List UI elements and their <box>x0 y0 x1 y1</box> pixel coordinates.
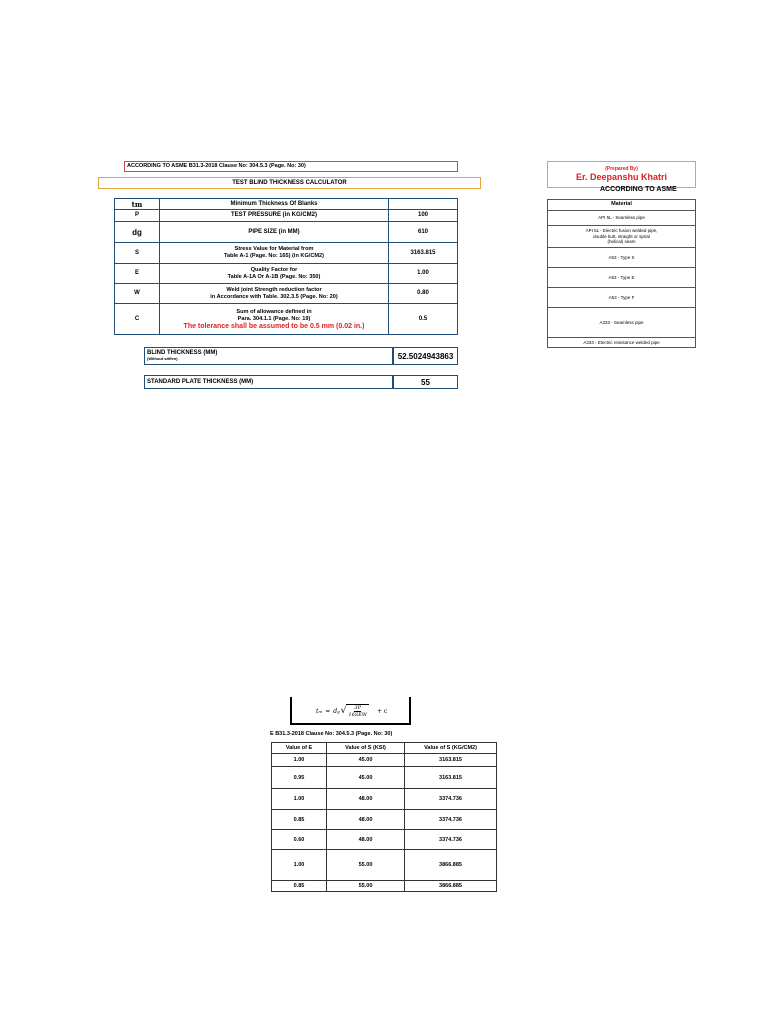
param-value[interactable]: 1.00 <box>389 264 458 284</box>
sqrt-sign: √ <box>340 706 347 716</box>
blind-thickness-value: 52.5024943863 <box>393 347 458 365</box>
s-kgcm2-value: 3374.736 <box>405 830 497 850</box>
material-row <box>548 211 696 226</box>
s-ksi-value: 48.00 <box>327 789 405 810</box>
standard-plate-label: STANDARD PLATE THICKNESS (MM) <box>144 375 393 389</box>
formula-plus-c: + c <box>376 707 388 715</box>
param-label-line: Stress Value for Material from <box>234 246 314 252</box>
param-label-line: in Accordance with Table. 302.3.5 (Page. No: 20) <box>210 293 338 300</box>
s-ksi-value: 45.00 <box>327 754 405 767</box>
e-value: 1.00 <box>272 850 327 881</box>
table-row <box>272 830 497 850</box>
asme-reference-header: ACCORDING TO ASME B31.3-2018 Clause No: 304.5.3 (Page. No: 30) <box>124 161 458 172</box>
material-cell: A53 - Type E <box>548 268 696 288</box>
e-value: 0.85 <box>272 810 327 830</box>
material-cell: API 5L - Seamless pipe <box>548 211 696 226</box>
material-row <box>548 268 696 288</box>
s-kgcm2-value: 3163.815 <box>405 767 497 789</box>
material-cell: A53 - Type F <box>548 288 696 308</box>
param-symbol: C <box>115 304 160 335</box>
stress-values-table <box>271 742 497 892</box>
formula-equals: = <box>325 707 331 715</box>
param-value[interactable]: 3163.815 <box>389 243 458 264</box>
s-ksi-value: 45.00 <box>327 767 405 789</box>
stress-table-clause: E B31.3-2018 Clause No: 304.5.3 (Page. No: 30) <box>270 731 393 737</box>
e-value: 1.00 <box>272 754 327 767</box>
material-row <box>548 338 696 348</box>
s-ksi-value: 48.00 <box>327 810 405 830</box>
e-value: 0.85 <box>272 881 327 892</box>
param-value[interactable]: 0.5 <box>389 304 458 335</box>
material-cell: A333 - Electric resistance welded pipe <box>548 338 696 348</box>
param-label-line: Table A-1 (Page. No: 165) (in KG/CM2) <box>223 253 325 259</box>
blind-thickness-label <box>144 347 393 365</box>
table-header-row <box>272 743 497 754</box>
right-asme-heading: ACCORDING TO ASME <box>600 186 677 193</box>
header-value-cell <box>389 199 458 210</box>
param-label-line: Sum of allowance defined in <box>236 308 312 315</box>
param-symbol: W <box>115 284 160 304</box>
material-row <box>548 288 696 308</box>
param-value[interactable]: 100 <box>389 210 458 222</box>
material-cell: A53 - Type S <box>548 248 696 268</box>
s-kgcm2-value: 3866.885 <box>405 881 497 892</box>
param-symbol: S <box>115 243 160 264</box>
tm-symbol: tm <box>131 199 143 209</box>
standard-plate-value: 55 <box>393 375 458 389</box>
blind-thickness-label-text: BLIND THICKNESS (MM) <box>147 350 218 356</box>
table-row <box>115 264 458 284</box>
s-ksi-value: 48.00 <box>327 830 405 850</box>
param-label-line: Weld joint Strength reduction factor <box>226 286 322 293</box>
s-ksi-value: 55.00 <box>327 850 405 881</box>
s-kgcm2-value: 3163.815 <box>405 754 497 767</box>
material-line: double butt, straight or spiral <box>593 233 650 239</box>
param-symbol: P <box>115 210 160 222</box>
col-header: Value of S (KG/CM2) <box>405 743 497 754</box>
material-row <box>548 308 696 338</box>
material-line: API 5L - Electric fusion welded pipe, <box>585 228 658 234</box>
material-cell <box>548 226 696 248</box>
param-value[interactable]: 610 <box>389 222 458 243</box>
e-value: 0.95 <box>272 767 327 789</box>
param-label-line: Quality Factor for <box>250 266 298 273</box>
author-name: Er. Deepanshu Khatri <box>575 172 668 182</box>
param-label <box>160 284 389 304</box>
material-row <box>548 248 696 268</box>
table-header-row <box>548 200 696 211</box>
formula-denominator: 16SEW <box>348 712 367 718</box>
col-header: Value of E <box>272 743 327 754</box>
formula-lhs-sub: m <box>318 708 323 714</box>
formula-lhs: t <box>316 707 319 715</box>
prepared-by-label: (Prepared By) <box>605 166 638 172</box>
prepared-by-box <box>547 161 696 188</box>
formula-box <box>290 697 411 725</box>
formula-fraction <box>346 704 369 718</box>
col-header: Value of S (KSI) <box>327 743 405 754</box>
param-label <box>160 222 389 243</box>
param-label <box>160 210 389 222</box>
input-parameters-table <box>114 198 458 335</box>
e-value: 0.60 <box>272 830 327 850</box>
material-table <box>547 199 696 348</box>
param-symbol: dg <box>115 222 160 243</box>
table-row <box>272 754 497 767</box>
formula-dg-sub: g <box>337 708 340 714</box>
table-row <box>272 850 497 881</box>
param-label-line: Para. 304.1.1 (Page. No: 19) <box>237 315 311 322</box>
formula-dg: d <box>333 707 338 715</box>
param-symbol: E <box>115 264 160 284</box>
table-row <box>115 284 458 304</box>
e-value: 1.00 <box>272 789 327 810</box>
table-row <box>115 210 458 222</box>
param-value[interactable]: 0.80 <box>389 284 458 304</box>
calculator-title: TEST BLIND THICKNESS CALCULATOR <box>98 177 481 189</box>
table-row <box>272 881 497 892</box>
param-label-line: PIPE SIZE (in MM) <box>248 228 300 235</box>
min-thickness-header: Minimum Thickness Of Blanks <box>160 199 389 210</box>
tolerance-note: The tolerance shall be assumed to be 0.5 mm (0.02 in.) <box>183 322 365 330</box>
thickness-formula <box>316 704 387 718</box>
param-label <box>160 304 389 335</box>
table-row <box>115 304 458 335</box>
table-row <box>272 789 497 810</box>
table-header-row <box>115 199 458 210</box>
material-header: Material <box>548 200 696 211</box>
param-label <box>160 264 389 284</box>
blind-thickness-sublabel: (Without stiffen) <box>147 356 178 361</box>
table-row <box>115 222 458 243</box>
s-kgcm2-value: 3866.885 <box>405 850 497 881</box>
param-label-line: TEST PRESSURE (in KG/CM2) <box>230 212 317 218</box>
param-label <box>160 243 389 264</box>
s-kgcm2-value: 3374.736 <box>405 810 497 830</box>
tm-symbol-cell <box>115 199 160 210</box>
param-label-line: Table A-1A Or A-1B (Page. No: 350) <box>227 273 321 280</box>
formula-numerator: 3P <box>354 705 361 711</box>
table-row <box>272 810 497 830</box>
table-row <box>272 767 497 789</box>
s-kgcm2-value: 3374.736 <box>405 789 497 810</box>
table-row <box>115 243 458 264</box>
material-line: (helical) seam <box>607 239 636 245</box>
material-cell: A333 - Seamless pipe <box>548 308 696 338</box>
s-ksi-value: 55.00 <box>327 881 405 892</box>
material-row <box>548 226 696 248</box>
